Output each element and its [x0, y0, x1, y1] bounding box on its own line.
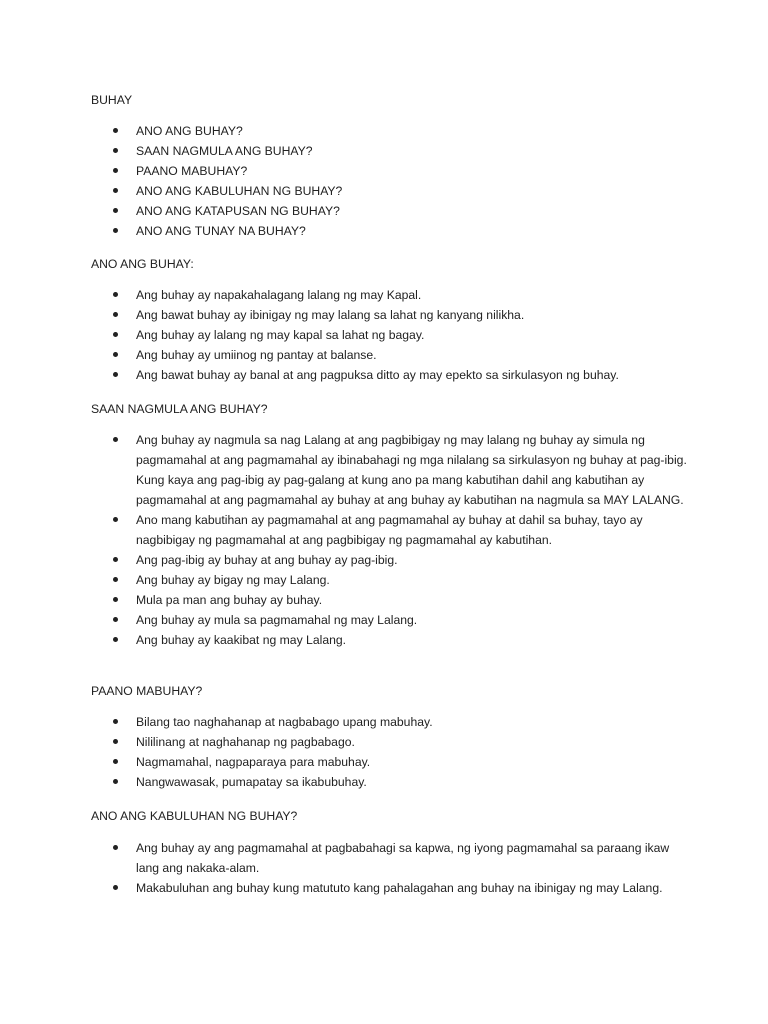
bullet-icon [113, 577, 118, 582]
list-item: Ang bawat buhay ay ibinigay ng may lalang sa lahat ng kanyang nilikha. [0, 305, 768, 325]
section-heading: ANO ANG KABULUHAN NG BUHAY? [91, 809, 298, 823]
list-item: Nangwawasak, pumapatay sa ikabubuhay. [0, 772, 768, 792]
bullet-icon [113, 208, 118, 213]
bullet-icon [113, 292, 118, 297]
list-item: Ang buhay ay kaakibat ng may Lalang. [0, 630, 768, 650]
list-item: Ang buhay ay ang pagmamahal at pagbabahagi sa kapwa, ng iyong pagmamahal sa paraang ikaw lang ang nakaka-alam. [0, 838, 768, 878]
bullet-icon [113, 332, 118, 337]
bullet-icon [113, 148, 118, 153]
section-list [0, 838, 768, 898]
bullet-icon [113, 739, 118, 744]
document-title: BUHAY [91, 93, 133, 107]
list-item: Ang buhay ay lalang ng may kapal sa lahat ng bagay. [0, 325, 768, 345]
list-item: ANO ANG TUNAY NA BUHAY? [0, 221, 768, 241]
bullet-icon [113, 597, 118, 602]
bullet-icon [113, 437, 118, 442]
bullet-icon [113, 128, 118, 133]
bullet-icon [113, 372, 118, 377]
bullet-icon [113, 617, 118, 622]
list-item: ANO ANG KATAPUSAN NG BUHAY? [0, 201, 768, 221]
list-item: Ang buhay ay mula sa pagmamahal ng may Lalang. [0, 610, 768, 630]
section-list [0, 285, 768, 385]
list-item: PAANO MABUHAY? [0, 161, 768, 181]
list-item: Mula pa man ang buhay ay buhay. [0, 590, 768, 610]
bullet-icon [113, 845, 118, 850]
list-item: Ang buhay ay napakahalagang lalang ng may Kapal. [0, 285, 768, 305]
list-item: ANO ANG BUHAY? [0, 121, 768, 141]
list-item: Ang pag-ibig ay buhay at ang buhay ay pag-ibig. [0, 550, 768, 570]
list-item: Nililinang at naghahanap ng pagbabago. [0, 732, 768, 752]
bullet-icon [113, 517, 118, 522]
list-item: Ang bawat buhay ay banal at ang pagpuksa ditto ay may epekto sa sirkulasyon ng buhay. [0, 365, 768, 385]
list-item: ANO ANG KABULUHAN NG BUHAY? [0, 181, 768, 201]
list-item: Makabuluhan ang buhay kung matututo kang pahalagahan ang buhay na ibinigay ng may Lalang. [0, 878, 768, 898]
bullet-icon [113, 312, 118, 317]
list-item: SAAN NAGMULA ANG BUHAY? [0, 141, 768, 161]
list-item: Ang buhay ay nagmula sa nag Lalang at ang pagbibigay ng may lalang ng buhay ay simula ng pagmamahal at ang pagmamahal ay ibinabahagi ng mga nilalang sa sirkulasyon ng buhay at pag-ibig. Kung kaya ang pag-ibig ay pag-galang at kung ano pa mang kabutihan dahil ang kabutihan ay pagmamahal at ang pagmamahal ay buhay at ang buhay ay kabutihan na nagmula sa MAY LALANG. [0, 430, 768, 510]
bullet-icon [113, 759, 118, 764]
list-item: Ano mang kabutihan ay pagmamahal at ang pagmamahal ay buhay at dahil sa buhay, tayo ay nagbibigay ng pagmamahal at ang pagbibigay ng pagmamahal ay kabutihan. [0, 510, 768, 550]
bullet-icon [113, 885, 118, 890]
bullet-icon [113, 719, 118, 724]
bullet-icon [113, 557, 118, 562]
bullet-icon [113, 637, 118, 642]
bullet-icon [113, 168, 118, 173]
list-item: Ang buhay ay umiinog ng pantay at balanse. [0, 345, 768, 365]
section-list [0, 430, 768, 650]
bullet-icon [113, 352, 118, 357]
bullet-icon [113, 188, 118, 193]
list-item: Nagmamahal, nagpaparaya para mabuhay. [0, 752, 768, 772]
bullet-icon [113, 228, 118, 233]
section-list [0, 712, 768, 792]
list-item: Bilang tao naghahanap at nagbabago upang mabuhay. [0, 712, 768, 732]
bullet-icon [113, 779, 118, 784]
section-heading: PAANO MABUHAY? [91, 684, 203, 698]
section-heading: SAAN NAGMULA ANG BUHAY? [91, 402, 268, 416]
section-heading: ANO ANG BUHAY: [91, 257, 194, 271]
toc-list [0, 121, 768, 241]
list-item: Ang buhay ay bigay ng may Lalang. [0, 570, 768, 590]
